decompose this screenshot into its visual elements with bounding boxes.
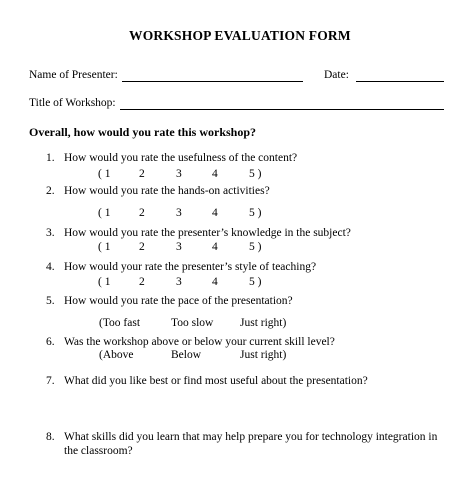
question-text: How would you rate the usefulness of the content?	[64, 152, 298, 164]
date-field[interactable]	[356, 81, 444, 82]
rating-option-5[interactable]: 5 )	[249, 241, 262, 253]
rating-option-3[interactable]: 3	[176, 276, 182, 288]
rating-option-5[interactable]: 5 )	[249, 207, 262, 219]
workshop-label: Title of Workshop:	[29, 97, 116, 109]
section-heading: Overall, how would you rate this workshop?	[29, 125, 257, 139]
question-text-line-1: What skills did you learn that may help prepare you for technology integration in	[64, 431, 438, 443]
presenter-field[interactable]	[122, 81, 303, 82]
question-number: 8.	[46, 431, 55, 443]
rating-option-5[interactable]: 5 )	[249, 276, 262, 288]
rating-option-2[interactable]: 2	[139, 168, 145, 180]
form-title: WORKSHOP EVALUATION FORM	[129, 28, 351, 43]
rating-option-1[interactable]: ( 1	[98, 276, 111, 288]
pace-option-too-slow[interactable]: Too slow	[171, 317, 214, 329]
rating-option-3[interactable]: 3	[176, 168, 182, 180]
presenter-label: Name of Presenter:	[29, 69, 118, 81]
question-text: How would you rate the presenter’s knowledge in the subject?	[64, 227, 351, 239]
level-option-just-right[interactable]: Just right)	[240, 349, 287, 361]
question-text: How would your rate the presenter’s style of teaching?	[64, 261, 317, 273]
rating-option-1[interactable]: ( 1	[98, 241, 111, 253]
rating-option-3[interactable]: 3	[176, 241, 182, 253]
rating-option-2[interactable]: 2	[139, 241, 145, 253]
rating-option-2[interactable]: 2	[139, 207, 145, 219]
workshop-field[interactable]	[120, 109, 444, 110]
rating-option-2[interactable]: 2	[139, 276, 145, 288]
question-number: 4.	[46, 261, 55, 273]
question-text-line-2: the classroom?	[64, 445, 133, 457]
question-number: 2.	[46, 185, 55, 197]
date-label: Date:	[324, 69, 349, 81]
pace-option-just-right[interactable]: Just right)	[240, 317, 287, 329]
rating-option-4[interactable]: 4	[212, 207, 218, 219]
rating-option-5[interactable]: 5 )	[249, 168, 262, 180]
question-text: How would you rate the hands-on activities?	[64, 185, 270, 197]
question-number: 5.	[46, 295, 55, 307]
level-option-below[interactable]: Below	[171, 349, 202, 361]
rating-option-1[interactable]: ( 1	[98, 168, 111, 180]
level-option-above[interactable]: (Above	[99, 349, 134, 361]
rating-option-1[interactable]: ( 1	[98, 207, 111, 219]
question-number: 7.	[46, 375, 55, 387]
question-number: 1.	[46, 152, 55, 164]
rating-option-4[interactable]: 4	[212, 276, 218, 288]
question-text: Was the workshop above or below your current skill level?	[64, 336, 335, 348]
rating-option-3[interactable]: 3	[176, 207, 182, 219]
pace-option-too-fast[interactable]: (Too fast	[99, 317, 141, 329]
rating-option-4[interactable]: 4	[212, 168, 218, 180]
question-text: How would you rate the pace of the presentation?	[64, 295, 293, 307]
rating-option-4[interactable]: 4	[212, 241, 218, 253]
question-number: 3.	[46, 227, 55, 239]
question-text: What did you like best or find most useful about the presentation?	[64, 375, 368, 387]
question-number: 6.	[46, 336, 55, 348]
